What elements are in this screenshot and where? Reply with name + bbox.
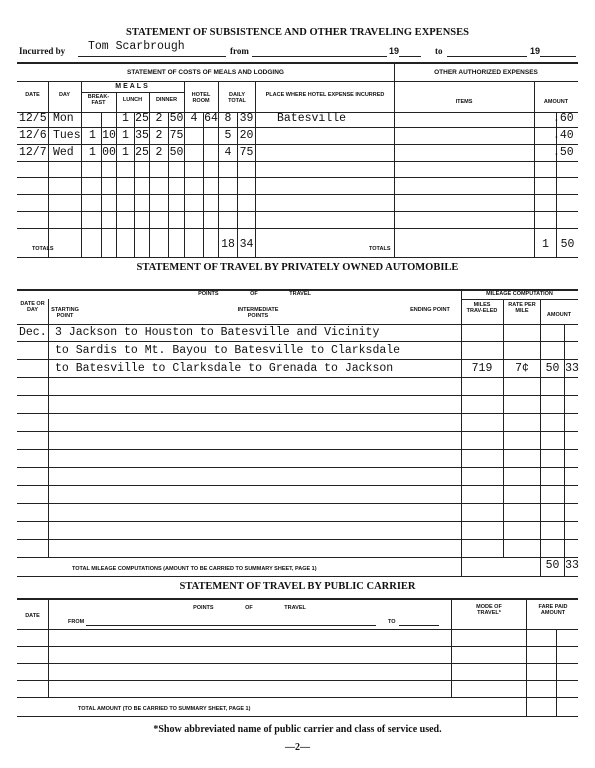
row-date: 12/5 [19,112,47,125]
row-amount: .40 [553,129,574,142]
lunch-cents: 25 [135,146,149,159]
total-mileage-cents: 33 [565,559,579,572]
total-mileage-dollars: 50 [545,559,560,572]
breakfast-cents: 10 [102,129,116,142]
dinner-dollars: 2 [155,129,163,142]
col-dinner: DINNER [155,97,178,103]
meals-section-title: STATEMENT OF COSTS OF MEALS AND LODGING [127,69,284,76]
mileage-amount-dollars: 50 [545,362,560,375]
dinner-cents: 50 [169,146,184,159]
hotel-cents: 64 [204,112,218,125]
carrier-points-of-travel: POINTS OF TRAVEL [193,605,306,611]
carrier-section-title: STATEMENT OF TRAVEL BY PUBLIC CARRIER [179,581,416,592]
from-label: from [230,46,249,56]
page-number: —2— [285,742,310,753]
to-label: to [435,46,443,56]
daily-cents: 39 [239,112,254,125]
col-starting-point: STARTING POINT [51,307,79,319]
row-amount: .50 [553,146,574,159]
col-fare-paid: FARE PAID AMOUNT [538,604,568,616]
col-day: DAY [58,92,71,98]
lunch-dollars: 1 [122,129,129,142]
lunch-cents: 25 [135,112,149,125]
dinner-dollars: 2 [155,146,163,159]
daily-dollars: 8 [224,112,232,125]
footnote: *Show abbreviated name of public carrier and class of service used. [153,724,442,735]
row-amount: .60 [553,112,574,125]
col-intermediate-points: INTERMEDIATE POINTS [237,307,279,319]
col-ending-point: ENDING POINT [410,307,450,313]
auto-section-title: STATEMENT OF TRAVEL BY PRIVATELY OWNED AUTOMOBILE [136,262,459,273]
total-mileage-label: TOTAL MILEAGE COMPUTATIONS (AMOUNT TO BE CARRIED TO SUMMARY SHEET, PAGE 1) [72,566,317,572]
col-amount: AMOUNT [543,99,569,105]
year-prefix-1: 19 [389,46,400,56]
col-meals-group: MEALS [115,83,150,90]
dinner-cents: 75 [169,129,184,142]
col-rate-per-mile: RATE PER MILE [508,302,536,314]
form-title: STATEMENT OF SUBSISTENCE AND OTHER TRAVELING EXPENSES [126,27,469,38]
dinner-dollars: 2 [155,112,163,125]
row-date: 12/7 [19,146,47,159]
daily-cents: 20 [239,129,254,142]
col-date: DATE [25,92,40,98]
row-place: Batesville [277,112,347,125]
incurred-by-value: Tom Scarbrough [88,40,185,53]
auto-col-amount: AMOUNT [546,312,572,318]
row-day: Tues [53,129,81,142]
col-daily-total: DAILY TOTAL [228,92,246,104]
breakfast-dollars: 1 [89,146,96,159]
lunch-dollars: 1 [122,112,129,125]
auto-points-of-travel: POINTS OF TRAVEL [198,291,311,297]
col-hotel: HOTEL ROOM [191,92,211,104]
total-other-cents: 50 [560,238,575,251]
row-date: 12/6 [19,129,47,142]
hotel-dollars: 4 [190,112,198,125]
year-prefix-2: 19 [530,46,541,56]
breakfast-dollars: 1 [89,129,96,142]
dinner-cents: 50 [169,112,184,125]
col-lunch: LUNCH [122,97,143,103]
total-daily-dollars: 18 [221,238,235,251]
totals-label-other: TOTALS [369,246,391,252]
breakfast-cents: 00 [102,146,116,159]
total-other-dollars: 1 [542,238,549,251]
daily-dollars: 5 [224,129,232,142]
rate-per-mile: 7¢ [515,362,529,375]
trip-route: 3 Jackson to Houston to Batesville and Vicinity [55,326,380,339]
row-day: Mon [53,112,74,125]
trip-date: Dec. [19,326,47,339]
trip-route: to Batesville to Clarksdale to Grenada to Jackson [55,362,394,375]
mileage-computation: MILEAGE COMPUTATION [486,291,553,297]
other-expenses-title: OTHER AUTHORIZED EXPENSES [434,69,538,76]
col-place: PLACE WHERE HOTEL EXPENSE INCURRED [265,92,385,98]
col-mode-of-travel: MODE OF TRAVEL* [476,604,502,616]
daily-cents: 75 [239,146,254,159]
carrier-col-date: DATE [25,613,40,619]
lunch-dollars: 1 [122,146,129,159]
carrier-from-label: FROM [68,619,85,625]
col-items: ITEMS [455,99,473,105]
miles-traveled: 719 [471,362,493,375]
total-daily-cents: 34 [239,238,254,251]
lunch-cents: 35 [135,129,149,142]
carrier-to-label: TO [388,619,396,625]
col-breakfast: BREAK-FAST [87,94,110,106]
row-day: Wed [53,146,74,159]
daily-dollars: 4 [224,146,232,159]
trip-route: to Sardis to Mt. Bayou to Batesville to Clarksdale [55,344,401,357]
incurred-by-label: Incurred by [19,46,66,56]
totals-label: TOTALS [32,246,54,252]
col-miles-traveled: MILES TRAV-ELED [466,302,498,314]
total-carrier-label: TOTAL AMOUNT (TO BE CARRIED TO SUMMARY SHEET, PAGE 1) [78,706,251,712]
auto-col-date: DATE OR DAY [20,301,45,313]
mileage-amount-cents: 33 [565,362,579,375]
